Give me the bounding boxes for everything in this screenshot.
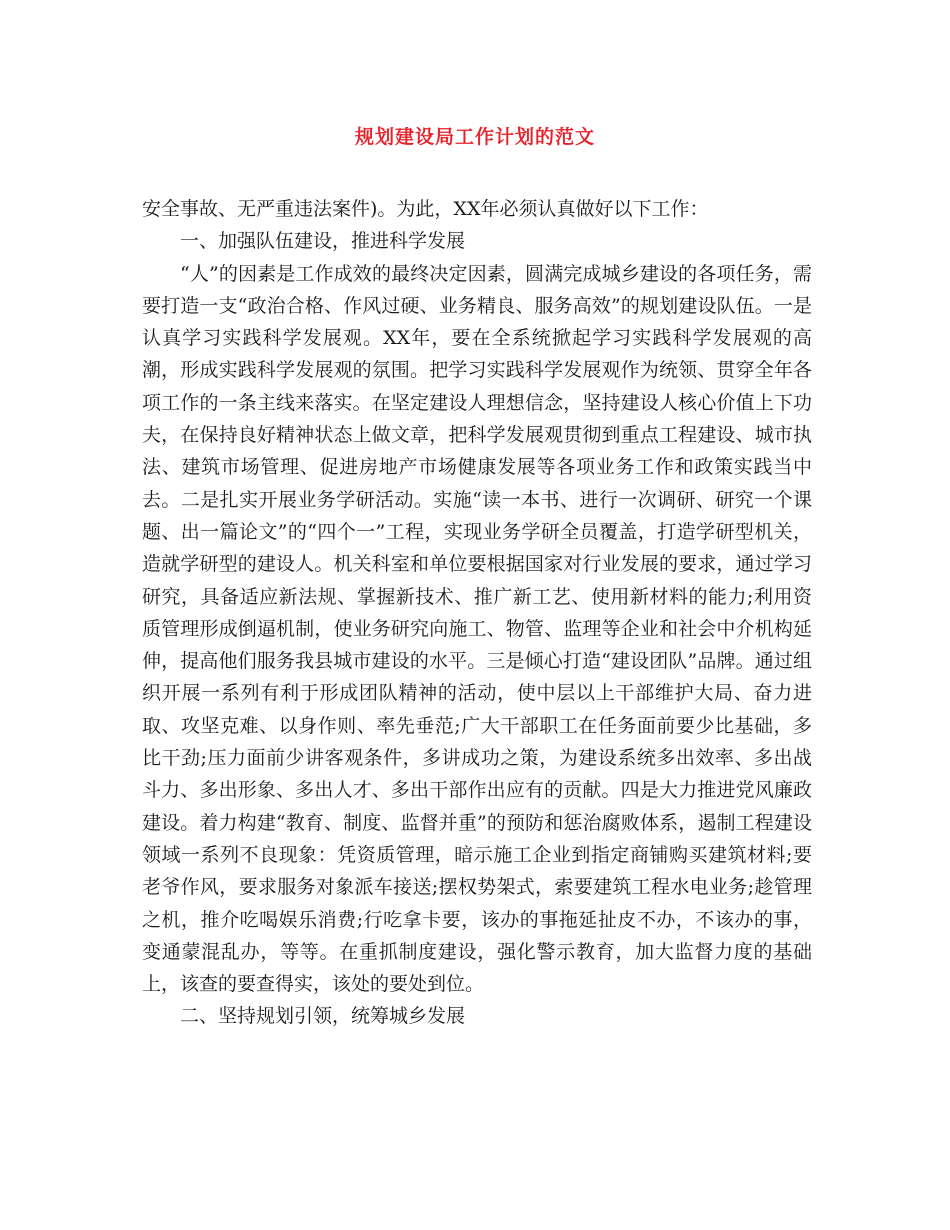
section-heading-1: 一、加强队伍建设，推进科学发展 xyxy=(180,230,466,253)
section-heading-2: 二、坚持规划引领，统筹城乡发展 xyxy=(180,1005,466,1028)
document-body xyxy=(142,193,812,1033)
paragraph-main: “人”的因素是工作成效的最终决定因素，圆满完成城乡建设的各项任务，需要打造一支“政治合格、作风过硬、业务精良、服务高效”的规划建设队伍。一是认真学习实践科学发展观。XX年，要在全系统掀起学习实践科学发展观的高潮，形成实践科学发展观的氛围。把学习实践科学发展观作为统领、贯穿全年各项工作的一条主线来落实。在坚定建设人理想信念，坚持建设人核心价值上下功夫，在保持良好精神状态上做文章，把科学发展观贯彻到重点工程建设、城市执法、建筑市场管理、促进房地产市场健康发展等各项业务工作和政策实践当中去。二是扎实开展业务学研活动。实施“读一本书、进行一次调研、研究一个课题、出一篇论文”的“四个一”工程，实现业务学研全员覆盖，打造学研型机关，造就学研型的建设人。机关科室和单位要根据国家对行业发展的要求，通过学习研究，具备适应新法规、掌握新技术、推广新工艺、使用新材料的能力;利用资质管理形成倒逼机制，使业务研究向施工、物管、监理等企业和社会中介机构延伸，提高他们服务我县城市建设的水平。三是倾心打造“建设团队”品牌。通过组织开展一系列有利于形成团队精神的活动，使中层以上干部维护大局、奋力进取、攻坚克难、以身作则、率先垂范;广大干部职工在任务面前要少比基础，多比干劲;压力面前少讲客观条件，多讲成功之策，为建设系统多出效率、多出战斗力、多出形象、多出人才、多出干部作出应有的贡献。四是大力推进党风廉政建设。着力构建“教育、制度、监督并重”的预防和惩治腐败体系，遏制工程建设领域一系列不良现象：凭资质管理，暗示施工企业到指定商铺购买建筑材料;要老爷作风，要求服务对象派车接送;摆权势架式，索要建筑工程水电业务;趁管理之机，推介吃喝娱乐消费;行吃拿卡要，该办的事拖延扯皮不办，不该办的事，变通蒙混乱办，等等。在重抓制度建设，强化警示教育，加大监督力度的基础上，该查的要查得实，该处的要处到位。 xyxy=(142,262,812,996)
paragraph-intro: 安全事故、无严重违法案件)。为此，XX年必须认真做好以下工作： xyxy=(142,198,709,220)
document-title: 规划建设局工作计划的范文 xyxy=(354,126,595,148)
